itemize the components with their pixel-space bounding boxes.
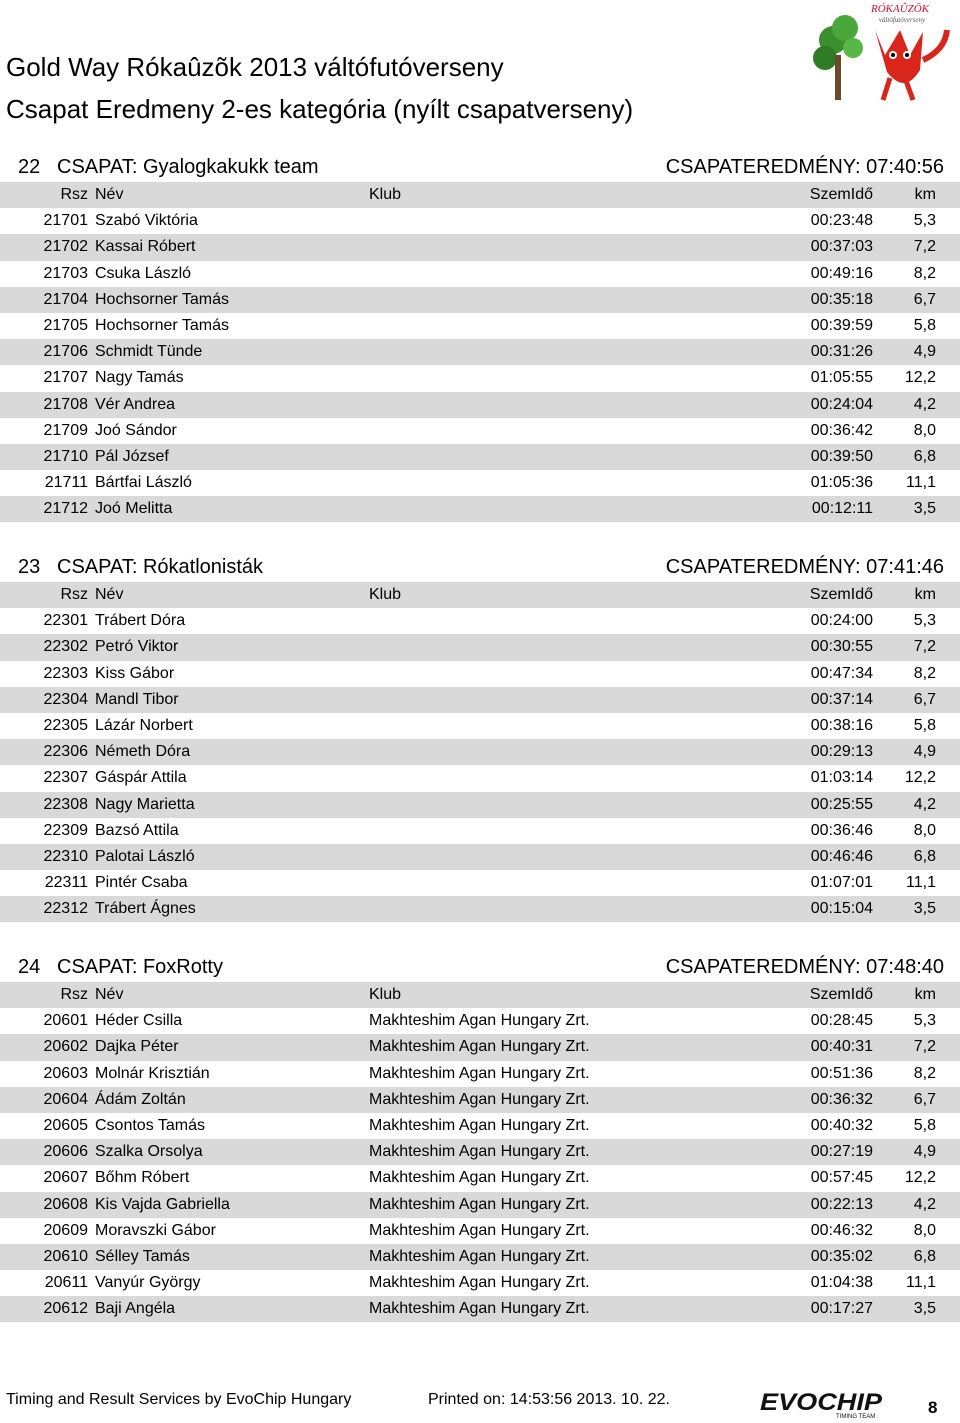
logo-subtitle: váltófutóverseny bbox=[878, 16, 926, 24]
page-title: Gold Way Rókaûzõk 2013 váltófutóverseny bbox=[6, 52, 504, 82]
leg-time: 00:39:50 bbox=[810, 447, 873, 465]
table-row bbox=[0, 1270, 960, 1296]
bib-number: 20603 bbox=[43, 1064, 88, 1082]
column-header-klub: Klub bbox=[369, 186, 402, 203]
leg-time: 01:03:14 bbox=[810, 769, 873, 787]
table-row bbox=[0, 1139, 960, 1165]
column-header-klub: Klub bbox=[369, 586, 402, 603]
leg-time: 00:36:32 bbox=[810, 1090, 873, 1108]
page-number: 8 bbox=[928, 1398, 938, 1417]
leg-time: 00:39:59 bbox=[810, 316, 873, 334]
runner-name: Trábert Ágnes bbox=[95, 900, 196, 918]
leg-distance: 4,9 bbox=[913, 743, 936, 761]
table-row bbox=[0, 792, 960, 818]
leg-time: 00:36:42 bbox=[810, 421, 873, 439]
leg-time: 00:22:13 bbox=[810, 1195, 873, 1213]
leg-distance: 5,3 bbox=[913, 1012, 936, 1030]
leg-time: 00:30:55 bbox=[810, 638, 873, 656]
runner-name: Mandl Tibor bbox=[95, 690, 179, 708]
bib-number: 22301 bbox=[43, 612, 88, 630]
leg-distance: 12,2 bbox=[904, 369, 936, 387]
leg-time: 00:24:04 bbox=[810, 395, 873, 413]
table-row bbox=[0, 313, 960, 339]
leg-distance: 6,7 bbox=[913, 290, 936, 308]
column-header-km: km bbox=[914, 186, 936, 203]
leg-distance: 8,0 bbox=[913, 1221, 936, 1239]
table-row bbox=[0, 687, 960, 713]
leg-time: 00:40:31 bbox=[810, 1038, 873, 1056]
leg-distance: 4,2 bbox=[913, 395, 936, 413]
bib-number: 22308 bbox=[43, 795, 88, 813]
table-row bbox=[0, 870, 960, 896]
runner-name: Lázár Norbert bbox=[95, 716, 193, 734]
table-row bbox=[0, 496, 960, 522]
leg-distance: 11,1 bbox=[906, 474, 936, 492]
table-row bbox=[0, 418, 960, 444]
column-header-row bbox=[0, 582, 960, 608]
runner-name: Kassai Róbert bbox=[95, 238, 196, 256]
club-name: Makhteshim Agan Hungary Zrt. bbox=[369, 1247, 590, 1265]
leg-distance: 3,5 bbox=[913, 500, 936, 518]
team-number: 23 bbox=[18, 556, 41, 578]
team-name: CSAPAT: FoxRotty bbox=[57, 956, 223, 978]
leg-distance: 4,2 bbox=[913, 795, 936, 813]
table-row bbox=[0, 844, 960, 870]
runner-name: Vér Andrea bbox=[95, 395, 176, 413]
club-name: Makhteshim Agan Hungary Zrt. bbox=[369, 1116, 590, 1134]
leg-time: 00:15:04 bbox=[810, 900, 873, 918]
table-row bbox=[0, 1218, 960, 1244]
club-name: Makhteshim Agan Hungary Zrt. bbox=[369, 1038, 590, 1056]
table-row bbox=[0, 287, 960, 313]
bib-number: 22312 bbox=[43, 900, 88, 918]
table-row bbox=[0, 470, 960, 496]
leg-distance: 6,8 bbox=[913, 1247, 936, 1265]
leg-distance: 5,8 bbox=[913, 716, 936, 734]
bib-number: 21708 bbox=[43, 395, 88, 413]
runner-name: Vanyúr György bbox=[95, 1274, 201, 1292]
bib-number: 20601 bbox=[43, 1012, 88, 1030]
table-row bbox=[0, 234, 960, 260]
leg-time: 00:17:27 bbox=[810, 1300, 873, 1318]
table-row bbox=[0, 634, 960, 660]
team-block bbox=[0, 152, 960, 522]
runner-name: Dajka Péter bbox=[95, 1038, 179, 1056]
runner-name: Németh Dóra bbox=[95, 743, 191, 761]
leg-time: 00:38:16 bbox=[810, 716, 873, 734]
bib-number: 22302 bbox=[43, 638, 88, 656]
fox-icon bbox=[875, 30, 947, 100]
column-header-km: km bbox=[914, 586, 936, 603]
runner-name: Szabó Viktória bbox=[95, 212, 198, 230]
bib-number: 22307 bbox=[43, 769, 88, 787]
team-result: CSAPATEREDMÉNY: 07:48:40 bbox=[665, 956, 944, 978]
runner-name: Hochsorner Tamás bbox=[95, 316, 229, 334]
leg-distance: 8,2 bbox=[913, 264, 936, 282]
team-name: CSAPAT: Rókatlonisták bbox=[57, 556, 264, 578]
leg-distance: 3,5 bbox=[913, 900, 936, 918]
leg-time: 00:46:46 bbox=[810, 847, 873, 865]
runner-name: Bazsó Attila bbox=[95, 821, 179, 839]
team-block bbox=[0, 552, 960, 922]
footer-credit: Timing and Result Services by EvoChip Hungary bbox=[6, 1391, 352, 1408]
leg-distance: 6,7 bbox=[913, 690, 936, 708]
runner-name: Palotai László bbox=[95, 847, 195, 865]
bib-number: 20610 bbox=[43, 1247, 88, 1265]
table-row bbox=[0, 365, 960, 391]
column-header-rsz: Rsz bbox=[60, 986, 88, 1003]
runner-name: Joó Melitta bbox=[95, 500, 173, 518]
runner-name: Hochsorner Tamás bbox=[95, 290, 229, 308]
table-row bbox=[0, 1087, 960, 1113]
leg-time: 00:37:14 bbox=[810, 690, 873, 708]
leg-distance: 4,9 bbox=[913, 343, 936, 361]
leg-distance: 12,2 bbox=[904, 1169, 936, 1187]
bib-number: 21701 bbox=[43, 212, 88, 230]
table-row bbox=[0, 339, 960, 365]
runner-name: Baji Angéla bbox=[95, 1300, 176, 1318]
runner-name: Kiss Gábor bbox=[95, 664, 175, 682]
runner-name: Gáspár Attila bbox=[95, 769, 187, 787]
leg-distance: 6,8 bbox=[913, 847, 936, 865]
evochip-tagline: TIMING TEAM bbox=[836, 1414, 876, 1420]
runner-name: Bártfai László bbox=[95, 474, 192, 492]
bib-number: 22305 bbox=[43, 716, 88, 734]
table-row bbox=[0, 739, 960, 765]
leg-distance: 8,0 bbox=[913, 821, 936, 839]
column-header-rsz: Rsz bbox=[60, 586, 88, 603]
leg-time: 00:37:03 bbox=[810, 238, 873, 256]
team-number: 24 bbox=[18, 956, 41, 978]
bib-number: 21705 bbox=[43, 316, 88, 334]
leg-time: 00:40:32 bbox=[810, 1116, 873, 1134]
runner-name: Nagy Marietta bbox=[95, 795, 195, 813]
table-row bbox=[0, 896, 960, 922]
evochip-wordmark: EVOCHIP bbox=[760, 1389, 884, 1416]
club-name: Makhteshim Agan Hungary Zrt. bbox=[369, 1300, 590, 1318]
bib-number: 20611 bbox=[44, 1274, 88, 1292]
table-row bbox=[0, 1296, 960, 1322]
leg-time: 00:47:34 bbox=[810, 664, 873, 682]
bib-number: 21711 bbox=[44, 474, 88, 492]
leg-time: 00:46:32 bbox=[810, 1221, 873, 1239]
team-block bbox=[0, 952, 960, 1322]
team-header bbox=[0, 552, 960, 582]
leg-distance: 6,7 bbox=[913, 1090, 936, 1108]
team-result: CSAPATEREDMÉNY: 07:41:46 bbox=[665, 556, 944, 578]
table-row bbox=[0, 1244, 960, 1270]
leg-time: 00:28:45 bbox=[810, 1012, 873, 1030]
team-name: CSAPAT: Gyalogkakukk team bbox=[57, 156, 319, 178]
column-header-klub: Klub bbox=[369, 986, 402, 1003]
table-row bbox=[0, 818, 960, 844]
leg-time: 01:04:38 bbox=[810, 1274, 873, 1292]
bib-number: 21703 bbox=[43, 264, 88, 282]
bib-number: 20612 bbox=[43, 1300, 88, 1318]
tree-icon bbox=[813, 15, 863, 100]
leg-distance: 11,1 bbox=[906, 874, 936, 892]
club-name: Makhteshim Agan Hungary Zrt. bbox=[369, 1169, 590, 1187]
leg-distance: 5,3 bbox=[913, 612, 936, 630]
column-header-ido: SzemIdő bbox=[809, 586, 873, 603]
column-header-row bbox=[0, 982, 960, 1008]
leg-distance: 3,5 bbox=[913, 1300, 936, 1318]
bib-number: 20607 bbox=[43, 1169, 88, 1187]
club-name: Makhteshim Agan Hungary Zrt. bbox=[369, 1090, 590, 1108]
runner-name: Csuka László bbox=[95, 264, 192, 282]
leg-distance: 4,9 bbox=[913, 1143, 936, 1161]
table-row bbox=[0, 1113, 960, 1139]
runner-name: Kis Vajda Gabriella bbox=[95, 1195, 230, 1213]
runner-name: Sélley Tamás bbox=[95, 1247, 190, 1265]
runner-name: Molnár Krisztián bbox=[95, 1064, 210, 1082]
column-header-nev: Név bbox=[95, 586, 124, 603]
table-row bbox=[0, 1192, 960, 1218]
table-row bbox=[0, 608, 960, 634]
runner-name: Csontos Tamás bbox=[95, 1116, 205, 1134]
runner-name: Moravszki Gábor bbox=[95, 1221, 216, 1239]
runner-name: Pál József bbox=[95, 447, 169, 465]
bib-number: 21712 bbox=[43, 500, 88, 518]
club-name: Makhteshim Agan Hungary Zrt. bbox=[369, 1143, 590, 1161]
bib-number: 20608 bbox=[43, 1195, 88, 1213]
column-header-nev: Név bbox=[95, 186, 124, 203]
leg-time: 00:25:55 bbox=[810, 795, 873, 813]
column-header-ido: SzemIdő bbox=[809, 986, 873, 1003]
leg-time: 00:29:13 bbox=[810, 743, 873, 761]
leg-distance: 7,2 bbox=[913, 638, 936, 656]
bib-number: 22310 bbox=[43, 847, 88, 865]
runner-name: Joó Sándor bbox=[95, 421, 177, 439]
leg-time: 00:57:45 bbox=[810, 1169, 873, 1187]
leg-distance: 8,2 bbox=[913, 664, 936, 682]
leg-distance: 7,2 bbox=[913, 238, 936, 256]
bib-number: 22303 bbox=[43, 664, 88, 682]
runner-name: Ádám Zoltán bbox=[95, 1090, 186, 1108]
table-row bbox=[0, 1061, 960, 1087]
table-row bbox=[0, 208, 960, 234]
bib-number: 21707 bbox=[43, 369, 88, 387]
leg-time: 01:07:01 bbox=[810, 874, 873, 892]
leg-distance: 5,3 bbox=[913, 212, 936, 230]
leg-distance: 8,2 bbox=[913, 1064, 936, 1082]
team-header bbox=[0, 952, 960, 982]
page-subtitle: Csapat Eredmeny 2-es kategória (nyílt csapatverseny) bbox=[6, 94, 634, 124]
leg-time: 00:36:46 bbox=[810, 821, 873, 839]
column-header-nev: Név bbox=[95, 986, 124, 1003]
table-row bbox=[0, 392, 960, 418]
evochip-logo bbox=[760, 1386, 884, 1420]
table-row bbox=[0, 1008, 960, 1034]
runner-name: Héder Csilla bbox=[95, 1012, 183, 1030]
leg-time: 00:23:48 bbox=[810, 212, 873, 230]
table-row bbox=[0, 261, 960, 287]
table-row bbox=[0, 713, 960, 739]
leg-time: 01:05:55 bbox=[810, 369, 873, 387]
leg-time: 00:35:02 bbox=[810, 1247, 873, 1265]
club-name: Makhteshim Agan Hungary Zrt. bbox=[369, 1221, 590, 1239]
leg-time: 00:12:11 bbox=[811, 500, 873, 518]
leg-time: 00:31:26 bbox=[810, 343, 873, 361]
bib-number: 20605 bbox=[43, 1116, 88, 1134]
leg-distance: 8,0 bbox=[913, 421, 936, 439]
bib-number: 22304 bbox=[43, 690, 88, 708]
table-row bbox=[0, 444, 960, 470]
team-header bbox=[0, 152, 960, 182]
club-name: Makhteshim Agan Hungary Zrt. bbox=[369, 1195, 590, 1213]
runner-name: Bőhm Róbert bbox=[95, 1169, 190, 1187]
table-row bbox=[0, 1165, 960, 1191]
footer-printed: Printed on: 14:53:56 2013. 10. 22. bbox=[428, 1391, 670, 1408]
leg-time: 01:05:36 bbox=[810, 474, 873, 492]
leg-distance: 6,8 bbox=[913, 447, 936, 465]
leg-distance: 7,2 bbox=[913, 1038, 936, 1056]
runner-name: Trábert Dóra bbox=[95, 612, 186, 630]
column-header-rsz: Rsz bbox=[60, 186, 88, 203]
bib-number: 21709 bbox=[43, 421, 88, 439]
table-row bbox=[0, 765, 960, 791]
column-header-ido: SzemIdő bbox=[809, 186, 873, 203]
leg-time: 00:27:19 bbox=[810, 1143, 873, 1161]
bib-number: 20602 bbox=[43, 1038, 88, 1056]
club-name: Makhteshim Agan Hungary Zrt. bbox=[369, 1274, 590, 1292]
bib-number: 22311 bbox=[44, 874, 88, 892]
logo-title: RÓKAÛZÕK bbox=[870, 3, 930, 15]
team-result: CSAPATEREDMÉNY: 07:40:56 bbox=[665, 156, 944, 178]
club-name: Makhteshim Agan Hungary Zrt. bbox=[369, 1064, 590, 1082]
team-number: 22 bbox=[18, 156, 41, 178]
leg-distance: 12,2 bbox=[904, 769, 936, 787]
runner-name: Pintér Csaba bbox=[95, 874, 188, 892]
bib-number: 22309 bbox=[43, 821, 88, 839]
bib-number: 21710 bbox=[43, 447, 88, 465]
leg-time: 00:51:36 bbox=[810, 1064, 873, 1082]
bib-number: 21706 bbox=[43, 343, 88, 361]
leg-distance: 4,2 bbox=[913, 1195, 936, 1213]
leg-time: 00:49:16 bbox=[810, 264, 873, 282]
club-name: Makhteshim Agan Hungary Zrt. bbox=[369, 1012, 590, 1030]
column-header-km: km bbox=[914, 986, 936, 1003]
bib-number: 21702 bbox=[43, 238, 88, 256]
bib-number: 20609 bbox=[43, 1221, 88, 1239]
runner-name: Schmidt Tünde bbox=[95, 343, 203, 361]
leg-distance: 5,8 bbox=[913, 316, 936, 334]
runner-name: Nagy Tamás bbox=[95, 369, 184, 387]
leg-time: 00:35:18 bbox=[810, 290, 873, 308]
bib-number: 20606 bbox=[43, 1143, 88, 1161]
runner-name: Szalka Orsolya bbox=[95, 1143, 203, 1161]
leg-time: 00:24:00 bbox=[810, 612, 873, 630]
leg-distance: 11,1 bbox=[906, 1274, 936, 1292]
table-row bbox=[0, 661, 960, 687]
runner-name: Petró Viktor bbox=[95, 638, 179, 656]
column-header-row bbox=[0, 182, 960, 208]
bib-number: 20604 bbox=[43, 1090, 88, 1108]
leg-distance: 5,8 bbox=[913, 1116, 936, 1134]
fox-logo bbox=[805, 0, 955, 105]
bib-number: 22306 bbox=[43, 743, 88, 761]
table-row bbox=[0, 1034, 960, 1060]
bib-number: 21704 bbox=[43, 290, 88, 308]
